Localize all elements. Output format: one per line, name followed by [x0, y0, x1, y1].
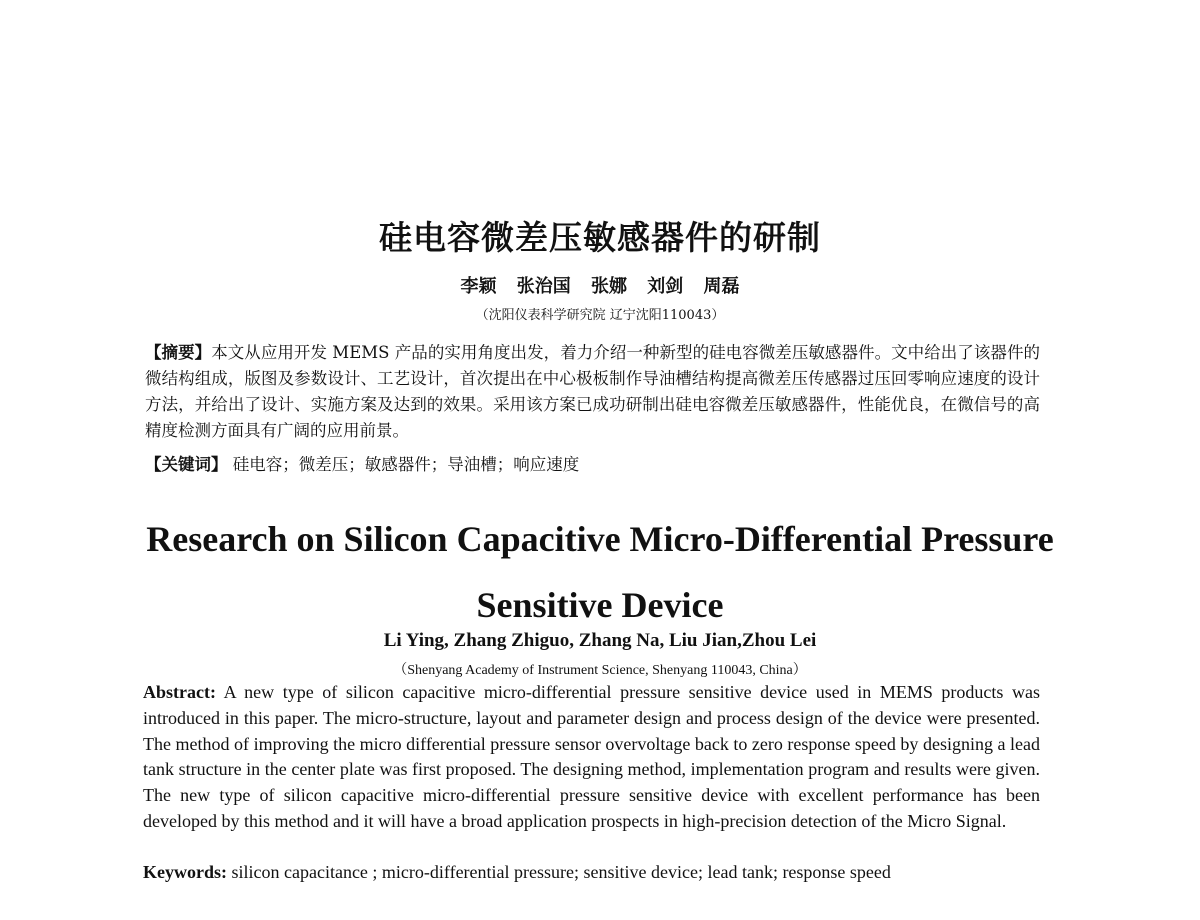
english-authors: Li Ying, Zhang Zhiguo, Zhang Na, Liu Jian,Zhou Lei	[383, 630, 817, 651]
english-affiliation: （Shenyang Academy of Instrument Science, Shenyang 110043, China）	[393, 663, 807, 678]
chinese-affiliation: （沈阳仪表科学研究院 辽宁沈阳110043）	[475, 308, 725, 323]
english-abstract-label: Abstract:	[143, 682, 216, 702]
english-title	[0, 506, 1200, 638]
english-keywords-text: silicon capacitance ; micro-differential pressure; sensitive device; lead tank; response speed	[231, 862, 891, 882]
english-keywords-label: Keywords:	[143, 862, 227, 882]
chinese-title: 硅电容微差压敏感器件的研制	[379, 218, 821, 257]
chinese-abstract-label: 【摘要】	[145, 343, 212, 362]
english-keywords	[143, 860, 1040, 885]
chinese-abstract	[145, 340, 1040, 444]
english-abstract-text: A new type of silicon capacitive micro-differential pressure sensitive device used in MEMS products was introduced in this paper. The micro-structure, layout and parameter design and process design of the device were presented. The method of improving the micro differential pressure sensor overvoltage back to zero response speed by designing a lead tank structure in the center plate was first proposed. The designing method, implementation program and results were given. The new type of silicon capacitive micro-differential pressure sensitive device with excellent performance has been developed by this method and it will have a broad application prospects in high-precision detection of the Micro Signal.	[143, 682, 1040, 831]
chinese-keywords-text: 硅电容；微差压；敏感器件；导油槽；响应速度	[232, 455, 580, 474]
english-abstract	[143, 680, 1040, 835]
english-title-line-2: Sensitive Device	[476, 585, 724, 625]
chinese-authors: 李颖 张治国 张娜 刘剑 周磊	[460, 276, 740, 297]
chinese-abstract-text: 本文从应用开发 MEMS 产品的实用角度出发，着力介绍一种新型的硅电容微差压敏感器件。文中给出了该器件的微结构组成，版图及参数设计、工艺设计，首次提出在中心极板制作导油槽结构提高微差压传感器过压回零响应速度的设计方法，并给出了设计、实施方案及达到的效果。采用该方案已成功研制出硅电容微差压敏感器件，性能优良，在微信号的高精度检测方面具有广阔的应用前景。	[145, 343, 1040, 440]
chinese-keywords	[145, 452, 1040, 478]
english-title-line-1: Research on Silicon Capacitive Micro-Differential Pressure	[146, 519, 1054, 559]
chinese-keywords-label: 【关键词】	[145, 455, 228, 474]
